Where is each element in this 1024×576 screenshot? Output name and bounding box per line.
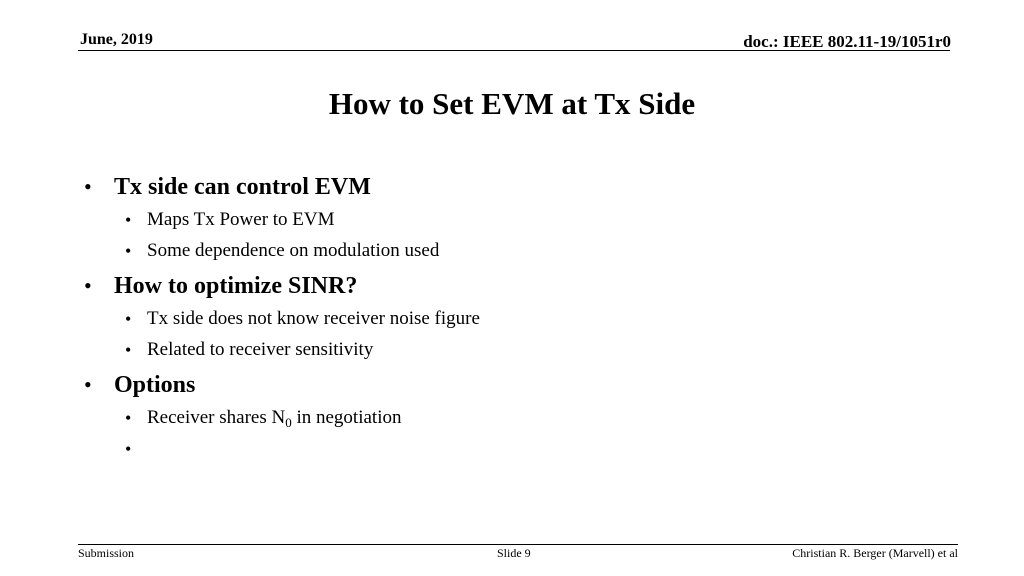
- footer-author: Christian R. Berger (Marvell) et al: [792, 546, 958, 560]
- bullet-dot: •: [125, 241, 132, 261]
- bullet-text: Related to receiver sensitivity: [147, 339, 374, 360]
- bullet-text: [147, 406, 401, 430]
- footer-divider: [78, 544, 958, 545]
- subscript: 0: [285, 415, 292, 430]
- bullet-dot: •: [125, 408, 132, 428]
- bullet-text: Options: [114, 372, 196, 398]
- bullet-dot: •: [84, 174, 92, 199]
- bullet-dot: •: [125, 309, 132, 329]
- bullet-text: Tx side can control EVM: [114, 174, 371, 200]
- bullet-text: Maps Tx Power to EVM: [147, 209, 335, 230]
- bullet-text-before: Receiver shares N: [147, 407, 286, 428]
- bullet-dot: •: [125, 439, 132, 459]
- bullet-dot: •: [84, 372, 92, 397]
- slide-title: How to Set EVM at Tx Side: [328, 86, 696, 121]
- header-doc-id: doc.: IEEE 802.11-19/1051r0: [743, 32, 951, 51]
- bullet-dot: •: [125, 340, 132, 360]
- bullet-text: How to optimize SINR?: [114, 273, 358, 299]
- bullet-text: Some dependence on modulation used: [147, 240, 440, 261]
- bullet-text: Tx side does not know receiver noise figure: [147, 308, 480, 329]
- bullet-dot: •: [125, 210, 132, 230]
- bullet-dot: •: [84, 273, 92, 298]
- footer-submission: Submission: [78, 546, 135, 560]
- footer-slide-number: Slide 9: [497, 546, 531, 560]
- header-date: June, 2019: [80, 31, 153, 48]
- bullet-text-after: in negotiation: [291, 407, 402, 428]
